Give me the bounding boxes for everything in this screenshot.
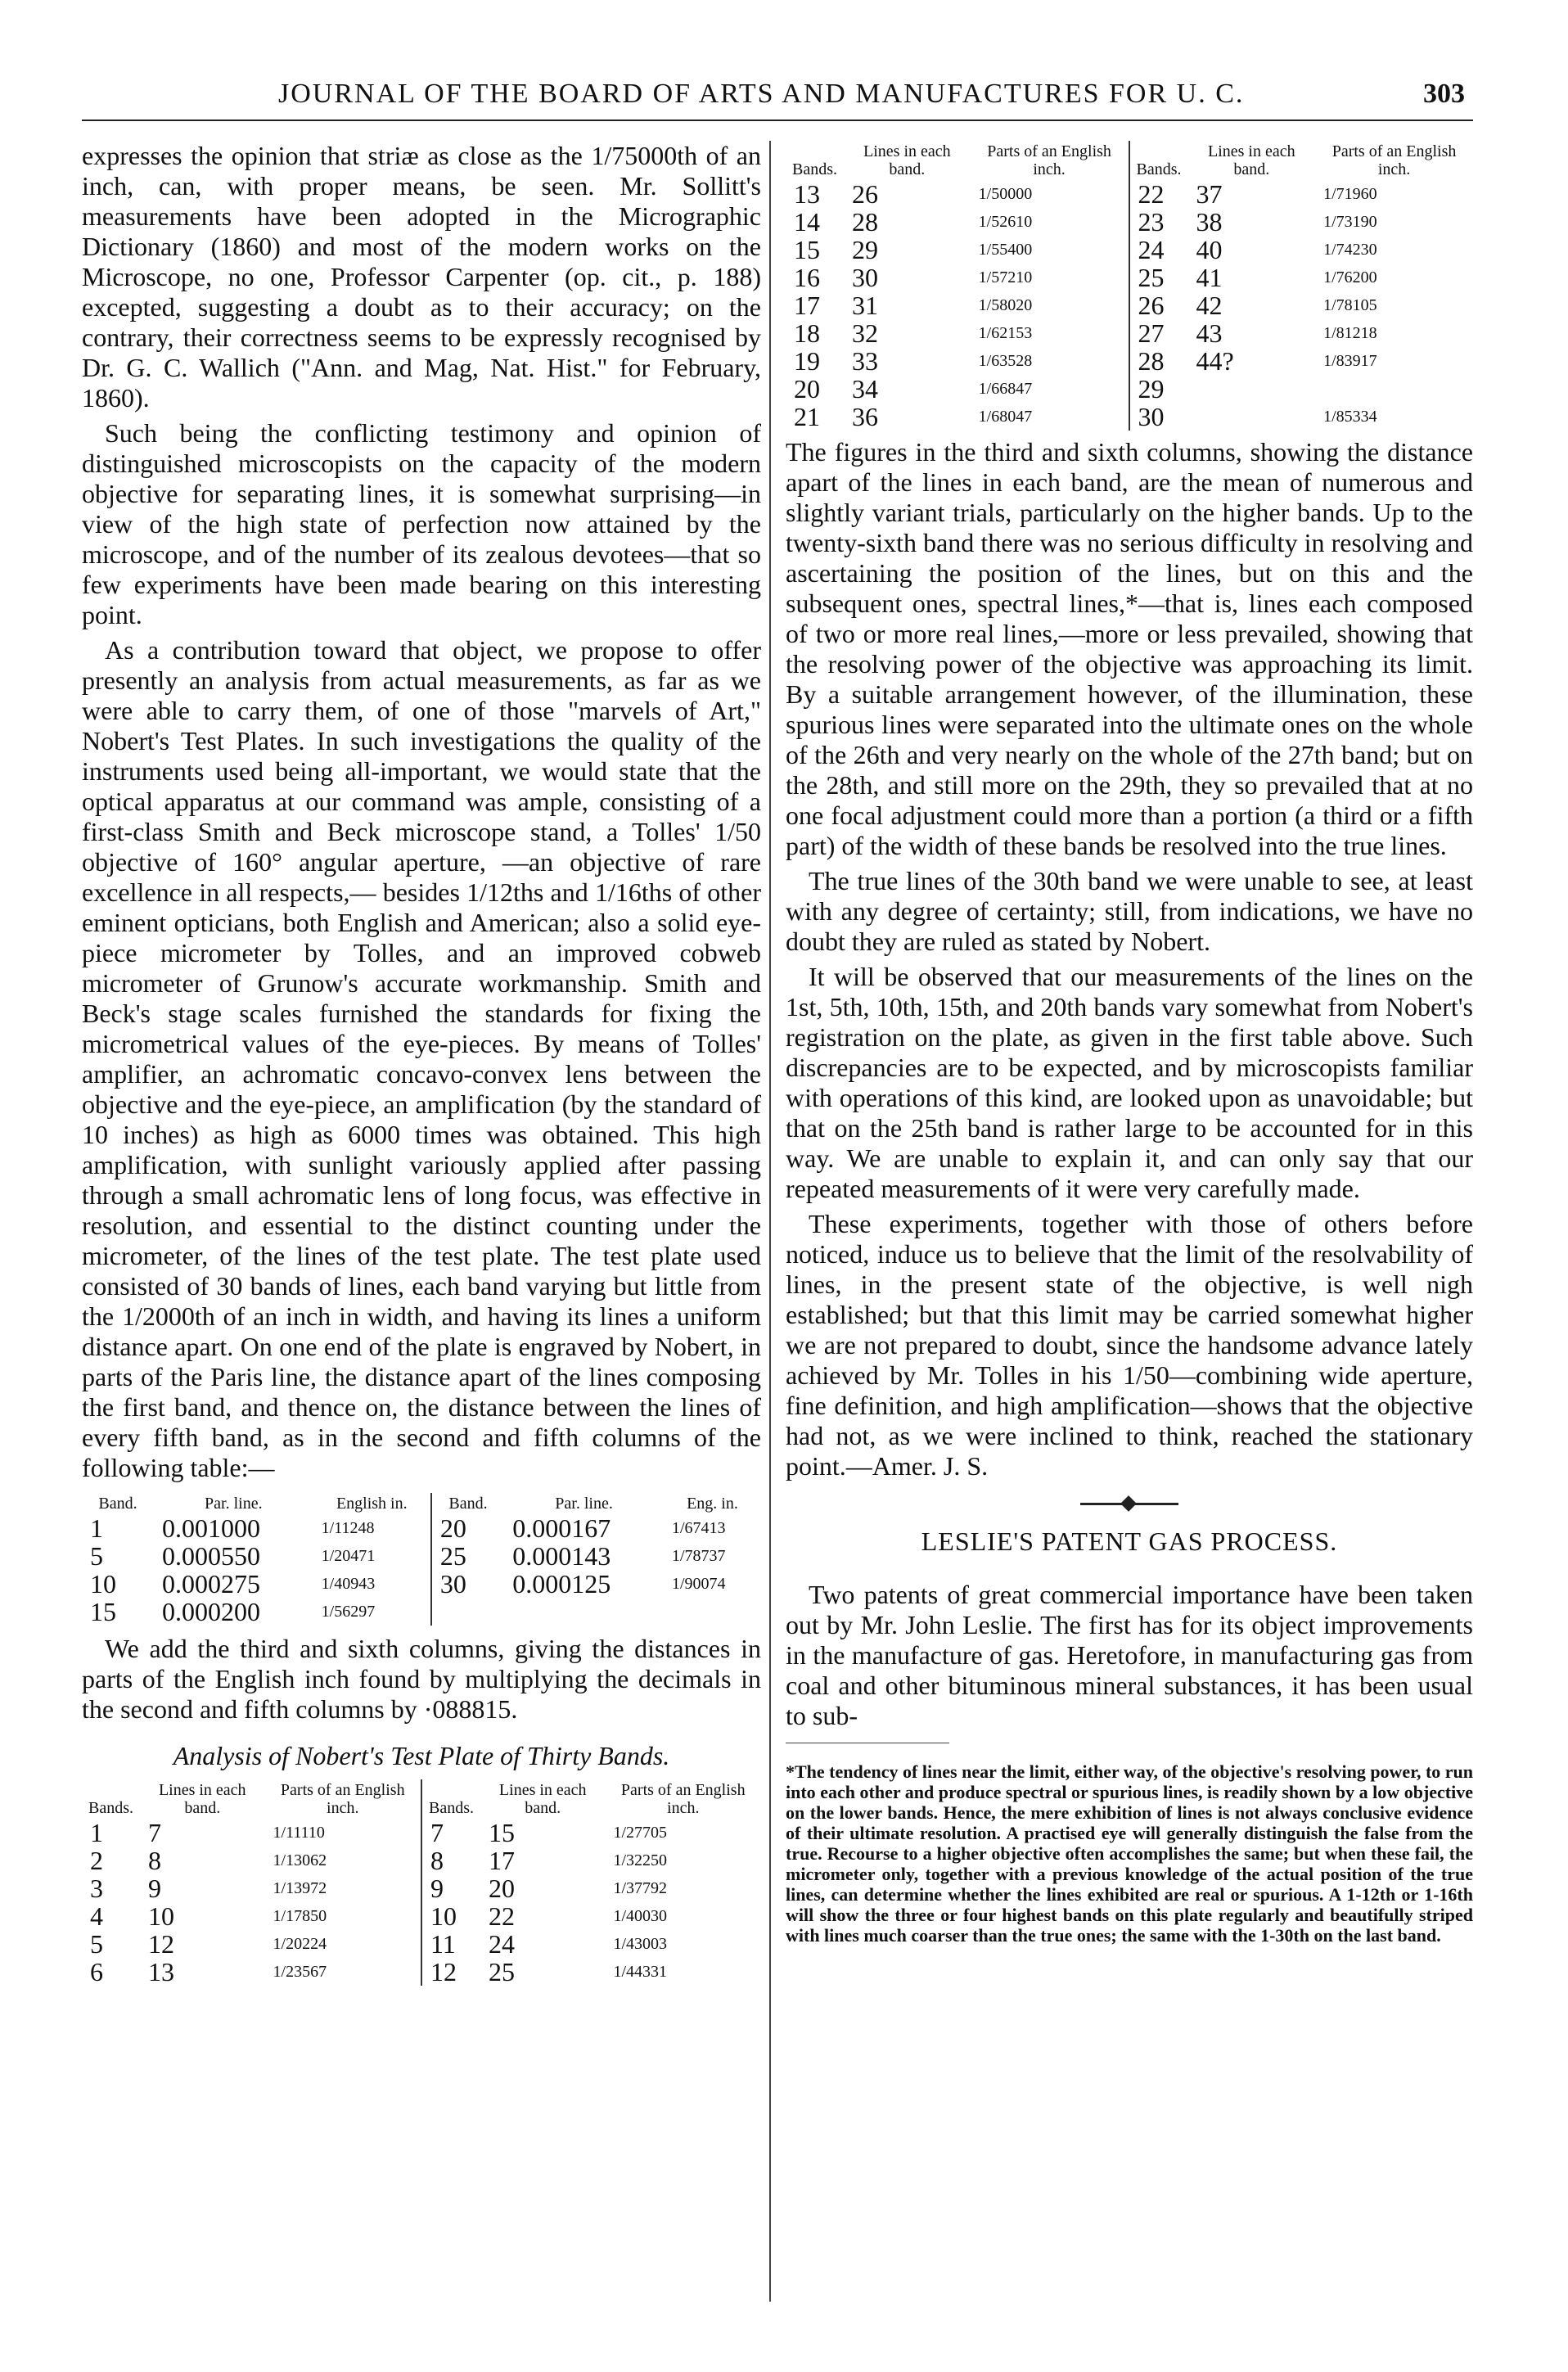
table-cell: 1/85334 bbox=[1323, 408, 1377, 426]
table-cell: 1/11110 bbox=[273, 1824, 325, 1842]
table-header: Lines in each band. bbox=[158, 1781, 246, 1817]
table-cell: 38 bbox=[1196, 207, 1223, 237]
table-header: Eng. in. bbox=[687, 1495, 738, 1513]
table-cell: 1/83917 bbox=[1323, 352, 1377, 370]
table-header: Bands. bbox=[792, 160, 837, 178]
table-cell: 2 bbox=[90, 1846, 103, 1875]
paragraph: The figures in the third and sixth columns, showing the distance apart of the lines in each band, are the mean of numerous and slightly variant trials, particularly on the higher bands. Up to the twenty-sixth band there was no serious difficulty in resolving and ascertaining the position of the lines, but on this and the subsequent ones, spectral lines,*—that is, lines each composed of two or more real lines,—more or less prevailed, showing that the resolving power of the objective was approaching its limit. By a suitable arrangement however, of the illumination, these spurious lines were separated into the ultimate ones on the whole of the 26th and very nearly on the whole of the 27th band; but on the 28th, and still more on the 29th, they so prevailed that at no one focal adjustment could more than a portion (a third or a fifth part) of the width of these bands be resolved into the true lines. bbox=[786, 437, 1473, 860]
footnote: *The tendency of lines near the limit, either way, of the objective's resolving power, to run into each other and produce spectral or spurious lines, is readily shown by a low objective on the lower bands. Hence, the mere exhibition of lines is not always conclusive evidence of their ultimate resolution. A practised eye will generally distinguish the false from the true. Recourse to a higher objective often accomplishes the same; but when these fail, the micrometer only, together with a previous knowledge of the actual position of the true lines, can determine whether the lines exhibited are real or spurious. A 1-12th or 1-16th will show the three or four highest bands on this plate regularly and beautifully striped with lines much coarser than the true ones; the same with the 1-30th on the last band. bbox=[786, 1761, 1474, 1946]
table-row bbox=[786, 236, 1473, 264]
table-cell: 1/73190 bbox=[1323, 213, 1377, 231]
table-header: Bands. bbox=[421, 1779, 480, 1819]
table-cell: 1/76200 bbox=[1323, 268, 1377, 286]
analysis-table-part2 bbox=[786, 141, 1473, 431]
table-cell: 24 bbox=[488, 1929, 515, 1959]
table-cell bbox=[1188, 403, 1316, 431]
paragraph: These experiments, together with those of others before noticed, induce us to believe that the limit of the resolvability of lines, in the present state of the objective, is well nigh established; but that this limit may be carried somewhat higher we are not prepared to doubt, since the handsome advance lately achieved by Mr. Tolles in his 1/50—combining wide aperture, fine definition, and high amplification—shows that the objective had not, as we were inclined to think, reached the stationary point.—Amer. J. S. bbox=[786, 1209, 1473, 1481]
table-cell: 0.000125 bbox=[512, 1569, 611, 1599]
table-row bbox=[786, 264, 1473, 291]
table-cell: 1/40030 bbox=[613, 1907, 668, 1925]
table-cell: 1/55400 bbox=[978, 241, 1033, 259]
table-cell: 1/44331 bbox=[613, 1963, 668, 1981]
table-cell: 22 bbox=[488, 1901, 515, 1931]
table-row bbox=[786, 375, 1473, 403]
table-cell: 1/27705 bbox=[613, 1824, 668, 1842]
table-cell: 27 bbox=[1129, 319, 1188, 347]
table-header: Par. line. bbox=[205, 1495, 263, 1513]
table-cell: 9 bbox=[148, 1874, 161, 1903]
table-cell: 25 bbox=[1129, 264, 1188, 291]
table-cell: 13 bbox=[794, 179, 820, 209]
table-row bbox=[82, 1570, 761, 1598]
table-cell: 31 bbox=[852, 291, 878, 320]
table-cell: 25 bbox=[488, 1957, 515, 1986]
table-cell: 32 bbox=[852, 318, 878, 348]
table-cell: 1/40943 bbox=[321, 1575, 376, 1593]
table-cell: 1/56297 bbox=[321, 1603, 376, 1621]
table-cell: 37 bbox=[1196, 179, 1223, 209]
table-cell: 3 bbox=[90, 1874, 103, 1903]
table-cell: 0.000275 bbox=[161, 1569, 260, 1599]
table-cell bbox=[431, 1598, 504, 1626]
table-cell: 1/63528 bbox=[978, 352, 1033, 370]
table-cell: 1/43003 bbox=[613, 1935, 668, 1953]
table-row bbox=[82, 1542, 761, 1570]
table-cell: 1/71960 bbox=[1323, 185, 1377, 203]
table-cell: 1/17850 bbox=[273, 1907, 327, 1925]
table-cell: 1/37792 bbox=[613, 1879, 668, 1897]
table-cell: 1/13062 bbox=[273, 1851, 327, 1869]
table-cell: 30 bbox=[431, 1570, 504, 1598]
table-cell: 0.000143 bbox=[512, 1541, 611, 1571]
left-column bbox=[82, 141, 761, 1986]
table-cell: 29 bbox=[852, 235, 878, 264]
journal-title: JOURNAL OF THE BOARD OF ARTS AND MANUFACTURES FOR U. C. bbox=[278, 79, 1245, 109]
table-cell: 15 bbox=[90, 1597, 116, 1626]
table-cell: 1/74230 bbox=[1323, 241, 1377, 259]
table-cell: 15 bbox=[794, 235, 820, 264]
table-cell: 30 bbox=[852, 263, 878, 292]
table-cell bbox=[664, 1598, 761, 1626]
paragraph: It will be observed that our measurements of the lines on the 1st, 5th, 10th, 15th, and 20th bands vary somewhat from Nobert's registration on the plate, as given in the first table above. Such discrepancies are to be expected, and by microscopists familiar with operations of this kind, are looked upon as unavoidable; but that on the 25th band is rather large to be accounted for in this way. We are unable to explain it, and can only say that our repeated measurements of it were very carefully made. bbox=[786, 962, 1473, 1203]
paragraph: Such being the conflicting testimony and opinion of distinguished microscopists on the capacity of the modern objective for separating lines, it is somewhat surprising—in view of the high state of perfection now attained by the microscope, and of the number of its zealous devotees—that so few experiments have been made bearing on this interesting point. bbox=[82, 418, 761, 629]
table-cell: 7 bbox=[421, 1819, 480, 1847]
table-cell: 23 bbox=[1129, 208, 1188, 236]
table-cell: 28 bbox=[852, 207, 878, 237]
table-cell: 17 bbox=[794, 291, 820, 320]
table-cell: 10 bbox=[148, 1901, 174, 1931]
table-cell: 18 bbox=[794, 318, 820, 348]
table-cell: 24 bbox=[1129, 236, 1188, 264]
table-header: Lines in each band. bbox=[863, 142, 951, 178]
table-cell: 0.000200 bbox=[161, 1597, 260, 1626]
table-row bbox=[786, 291, 1473, 319]
table-cell: 0.000550 bbox=[161, 1541, 260, 1571]
table-header: Parts of an English inch. bbox=[1331, 142, 1457, 178]
table-cell: 14 bbox=[794, 207, 820, 237]
table-cell: 7 bbox=[148, 1818, 161, 1847]
running-header bbox=[82, 79, 1473, 121]
table-header-row bbox=[786, 141, 1473, 180]
table-cell: 1/23567 bbox=[273, 1963, 327, 1981]
table-cell: 30 bbox=[1129, 403, 1188, 431]
table-cell: 1 bbox=[90, 1513, 103, 1543]
table-cell: 1/32250 bbox=[613, 1851, 668, 1869]
paragraph: We add the third and sixth columns, giving the distances in parts of the English inch found by multiplying the decimals in the second and fifth columns by ·088815. bbox=[82, 1634, 761, 1724]
table-row bbox=[82, 1874, 761, 1902]
table-row bbox=[786, 403, 1473, 431]
table-cell: 0.000167 bbox=[512, 1513, 611, 1543]
table-header: Parts of an English inch. bbox=[620, 1781, 746, 1817]
table-cell: 16 bbox=[794, 263, 820, 292]
table-header: Lines in each band. bbox=[1208, 142, 1295, 178]
table-row bbox=[82, 1819, 761, 1847]
table-cell: 1/50000 bbox=[978, 185, 1033, 203]
table-cell: 21 bbox=[794, 402, 820, 431]
table-cell: 10 bbox=[421, 1902, 480, 1930]
section-title: LESLIE'S PATENT GAS PROCESS. bbox=[921, 1526, 1338, 1556]
table-row bbox=[82, 1514, 761, 1542]
table-header: Band. bbox=[431, 1493, 504, 1514]
table-cell bbox=[1315, 375, 1473, 403]
table-cell: 9 bbox=[421, 1874, 480, 1902]
table-cell: 33 bbox=[852, 346, 878, 376]
table-header: Bands. bbox=[88, 1799, 133, 1817]
column-divider bbox=[769, 141, 771, 2302]
section-divider bbox=[1080, 1503, 1178, 1505]
table-row bbox=[82, 1902, 761, 1930]
table-cell: 44? bbox=[1196, 346, 1234, 376]
table-cell: 19 bbox=[794, 346, 820, 376]
table-cell: 20 bbox=[488, 1874, 515, 1903]
table-cell: 28 bbox=[1129, 347, 1188, 375]
table-cell: 12 bbox=[421, 1958, 480, 1986]
table-row bbox=[786, 347, 1473, 375]
table-header: Parts of an English inch. bbox=[987, 142, 1111, 178]
table-cell bbox=[1188, 375, 1316, 403]
table-header: Parts of an English inch. bbox=[280, 1781, 405, 1817]
table-cell: 13 bbox=[148, 1957, 174, 1986]
table-cell: 26 bbox=[1129, 291, 1188, 319]
table-cell: 1/58020 bbox=[978, 296, 1033, 314]
table-cell: 1/78105 bbox=[1323, 296, 1377, 314]
table-cell: 1/78737 bbox=[671, 1547, 726, 1565]
table-cell: 11 bbox=[421, 1930, 480, 1958]
table-cell: 6 bbox=[90, 1957, 103, 1986]
table-cell: 5 bbox=[90, 1541, 103, 1571]
table-cell: 20 bbox=[794, 374, 820, 404]
table-row bbox=[82, 1930, 761, 1958]
table-cell: 1/81218 bbox=[1323, 324, 1377, 342]
table-header: Band. bbox=[98, 1495, 137, 1513]
table-header-row bbox=[82, 1493, 761, 1514]
table-cell: 40 bbox=[1196, 235, 1223, 264]
table-cell: 10 bbox=[90, 1569, 116, 1599]
table-cell bbox=[504, 1598, 664, 1626]
table-cell: 5 bbox=[90, 1929, 103, 1959]
table-caption: Analysis of Nobert's Test Plate of Thirty Bands. bbox=[173, 1741, 670, 1770]
table-cell: 1/57210 bbox=[978, 268, 1033, 286]
table-cell: 1/11248 bbox=[321, 1519, 375, 1537]
table-cell: 1/68047 bbox=[978, 408, 1033, 426]
table-cell: 20 bbox=[431, 1514, 504, 1542]
table-cell: 42 bbox=[1196, 291, 1223, 320]
table-cell: 17 bbox=[488, 1846, 515, 1875]
table-header: English in. bbox=[336, 1495, 408, 1513]
table-cell: 8 bbox=[148, 1846, 161, 1875]
paragraph: The true lines of the 30th band we were unable to see, at least with any degree of certainty; still, from indications, we have no doubt they are ruled as stated by Nobert. bbox=[786, 866, 1473, 956]
table-cell: 4 bbox=[90, 1901, 103, 1931]
table-cell: 1/62153 bbox=[978, 324, 1033, 342]
table-header-row bbox=[82, 1779, 761, 1819]
table-cell: 8 bbox=[421, 1847, 480, 1874]
analysis-table-part1 bbox=[82, 1779, 761, 1986]
table-cell: 29 bbox=[1129, 375, 1188, 403]
table-cell: 1/66847 bbox=[978, 380, 1033, 398]
table-cell: 1/13972 bbox=[273, 1879, 327, 1897]
table-cell: 0.001000 bbox=[161, 1513, 260, 1543]
table-cell: 41 bbox=[1196, 263, 1223, 292]
table-row bbox=[786, 180, 1473, 208]
table-cell: 1/20224 bbox=[273, 1935, 327, 1953]
table-header: Par. line. bbox=[555, 1495, 613, 1513]
paragraph: expresses the opinion that striæ as close as the 1/75000th of an inch, can, with proper means, be seen. Mr. Sollitt's measurements have been adopted in the Micrographic Dictionary (1860) and most of the modern works on the Microscope, no one, Professor Carpenter (op. cit., p. 188) excepted, suggesting a doubt as to their accuracy; on the contrary, their correctness seems to be expressly recognised by Dr. G. C. Wallich ("Ann. and Mag, Nat. Hist." for February, 1860). bbox=[82, 141, 761, 413]
table-cell: 1/90074 bbox=[671, 1575, 726, 1593]
table-cell: 36 bbox=[852, 402, 878, 431]
nobert-registration-table bbox=[82, 1493, 761, 1626]
table-cell: 1/52610 bbox=[978, 213, 1033, 231]
table-row bbox=[786, 319, 1473, 347]
table-row bbox=[82, 1847, 761, 1874]
table-header: Lines in each band. bbox=[498, 1781, 587, 1817]
table-cell: 1 bbox=[90, 1818, 103, 1847]
table-cell: 25 bbox=[431, 1542, 504, 1570]
table-cell: 22 bbox=[1129, 180, 1188, 208]
table-header: Bands. bbox=[1129, 141, 1188, 180]
page-number: 303 bbox=[1423, 79, 1465, 109]
right-column bbox=[786, 141, 1473, 1964]
paragraph: Two patents of great commercial importance have been taken out by Mr. John Leslie. The first has for its object improvements in the manufacture of gas. Heretofore, in manufacturing gas from coal and other bituminous mineral substances, it has been usual to sub- bbox=[786, 1580, 1473, 1730]
table-row bbox=[82, 1598, 761, 1626]
table-row bbox=[786, 208, 1473, 236]
table-cell: 1/67413 bbox=[671, 1519, 726, 1537]
table-cell: 34 bbox=[852, 374, 878, 404]
table-cell: 15 bbox=[488, 1818, 515, 1847]
table-cell: 12 bbox=[148, 1929, 174, 1959]
table-cell: 1/20471 bbox=[321, 1547, 376, 1565]
table-cell: 43 bbox=[1196, 318, 1223, 348]
paragraph: As a contribution toward that object, we propose to offer presently an analysis from actual measurements, as far as we were able to carry them, of one of those "marvels of Art," Nobert's Test Plates. In such investigations the quality of the instruments used being all-important, we would state that the optical apparatus at our command was ample, consisting of a first-class Smith and Beck microscope stand, a Tolles' 1/50 objective of 160° angular aperture, —an objective of rare excellence in all respects,— besides 1/12ths and 1/16ths of other eminent opticians, both English and American; also a solid eye-piece micrometer by Tolles, and an improved cobweb micrometer of Grunow's accurate workmanship. Smith and Beck's stage scales furnished the standards for fixing the micrometrical values of the eye-pieces. By means of Tolles' amplifier, an achromatic concavo-convex lens between the objective and the eye-piece, an amplification (by the standard of 10 inches) as high as 6000 times was obtained. This high amplification, with sunlight variously applied after passing through a small achromatic lens of long focus, was effective in resolution, and essential to the distinct counting under the micrometer, of the lines of the test plate. The test plate used consisted of 30 bands of lines, each band varying but little from the 1/2000th of an inch in width, and having its lines a uniform distance apart. On one end of the plate is engraved by Nobert, in parts of the Paris line, the distance apart of the lines composing the first band, and thence on, the distance between the lines of every fifth band, as in the second and fifth columns of the following table:— bbox=[82, 635, 761, 1482]
table-row bbox=[82, 1958, 761, 1986]
table-cell: 26 bbox=[852, 179, 878, 209]
